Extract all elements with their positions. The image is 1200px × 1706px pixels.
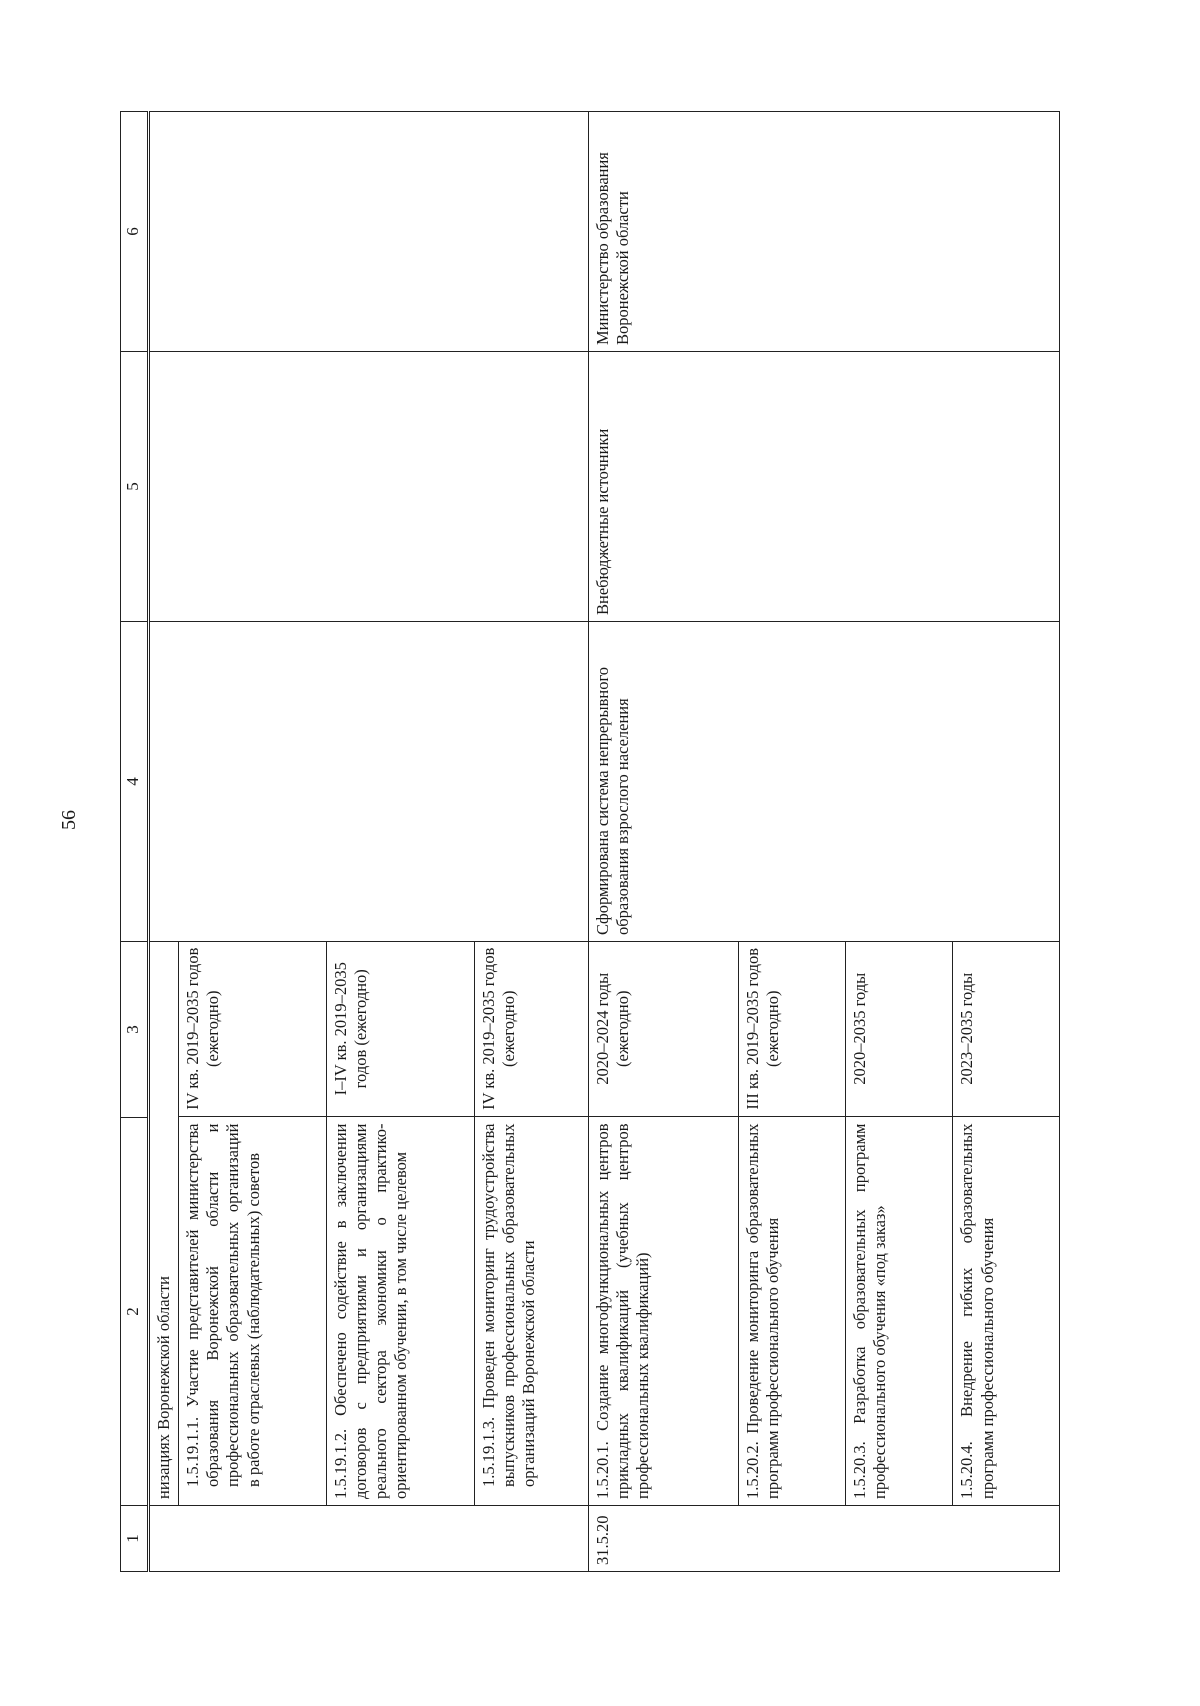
column-number-2: 2 xyxy=(121,1118,149,1506)
activities-cell xyxy=(149,942,589,1506)
column-number-4: 4 xyxy=(121,622,149,942)
column-number-6: 6 xyxy=(121,112,149,352)
source-cell xyxy=(149,352,589,622)
table-row-continuation xyxy=(149,112,589,1572)
table-row-31-5-20 xyxy=(589,112,1060,1572)
activity-text: 1.5.19.1.2. Обеспечено содействие в заключении договоров с предприятиями и организациями реального сектора экономики о практико-ориентированном обучении, в том числе целевом xyxy=(326,1117,474,1505)
column-number-1: 1 xyxy=(121,1506,149,1572)
activity-term: IV кв. 2019–2035 годов (ежегодно) xyxy=(474,941,588,1117)
column-number-5: 5 xyxy=(121,352,149,622)
program-table-frame xyxy=(120,112,1060,1572)
activity-text: 1.5.20.2. Проведение мониторинга образовательных программ профессионального обучения xyxy=(739,1117,846,1505)
activity-term: 2020–2035 годы xyxy=(846,941,953,1117)
activity-text: 1.5.20.3. Разработка образовательных программ профессионального обучения «под заказ» xyxy=(846,1117,953,1505)
row-number-cell xyxy=(149,1506,589,1572)
continuation-text: низациях Воронежской области xyxy=(150,941,179,1505)
activity-text: 1.5.20.4. Внедрение гибких образовательных программ профессионального обучения xyxy=(953,1117,1059,1505)
page-number: 56 xyxy=(58,810,80,830)
source-cell: Внебюджетные источники xyxy=(589,352,1060,622)
program-table xyxy=(120,111,1060,1572)
column-number-3: 3 xyxy=(121,942,149,1118)
activity-term: IV кв. 2019–2035 годов (ежегодно) xyxy=(179,941,327,1117)
executor-cell xyxy=(149,112,589,352)
executor-cell: Министерство образования Воронежской области xyxy=(589,112,1060,352)
activity-term: 2020–2024 годы (ежегодно) xyxy=(589,941,739,1117)
activity-text: 1.5.19.1.1. Участие представителей министерства образования Воронежской области и профессиональных образовательных организаций в работе отраслевых (наблюдательных) советов xyxy=(179,1117,327,1505)
activity-term: I–IV кв. 2019–2035 годов (ежегодно) xyxy=(326,941,474,1117)
activity-term: 2023–2035 годы xyxy=(953,941,1059,1117)
activity-text: 1.5.19.1.3. Проведен мониторинг трудоустройства выпускников профессиональных образовательных организаций Воронежской области xyxy=(474,1117,588,1505)
activity-text: 1.5.20.1. Создание многофункциональных центров прикладных квалификаций (учебных центров профессиональных квалификаций) xyxy=(589,1117,739,1505)
activities-cell xyxy=(589,942,1060,1506)
table-header-row xyxy=(121,112,149,1572)
result-cell: Сформирована система непрерывного образования взрослого населения xyxy=(589,622,1060,942)
activity-term: III кв. 2019–2035 годов (ежегодно) xyxy=(739,941,846,1117)
row-number: 31.5.20 xyxy=(589,1506,1060,1572)
result-cell xyxy=(149,622,589,942)
activities-subtable xyxy=(150,941,588,1505)
activities-subtable xyxy=(589,941,1059,1505)
